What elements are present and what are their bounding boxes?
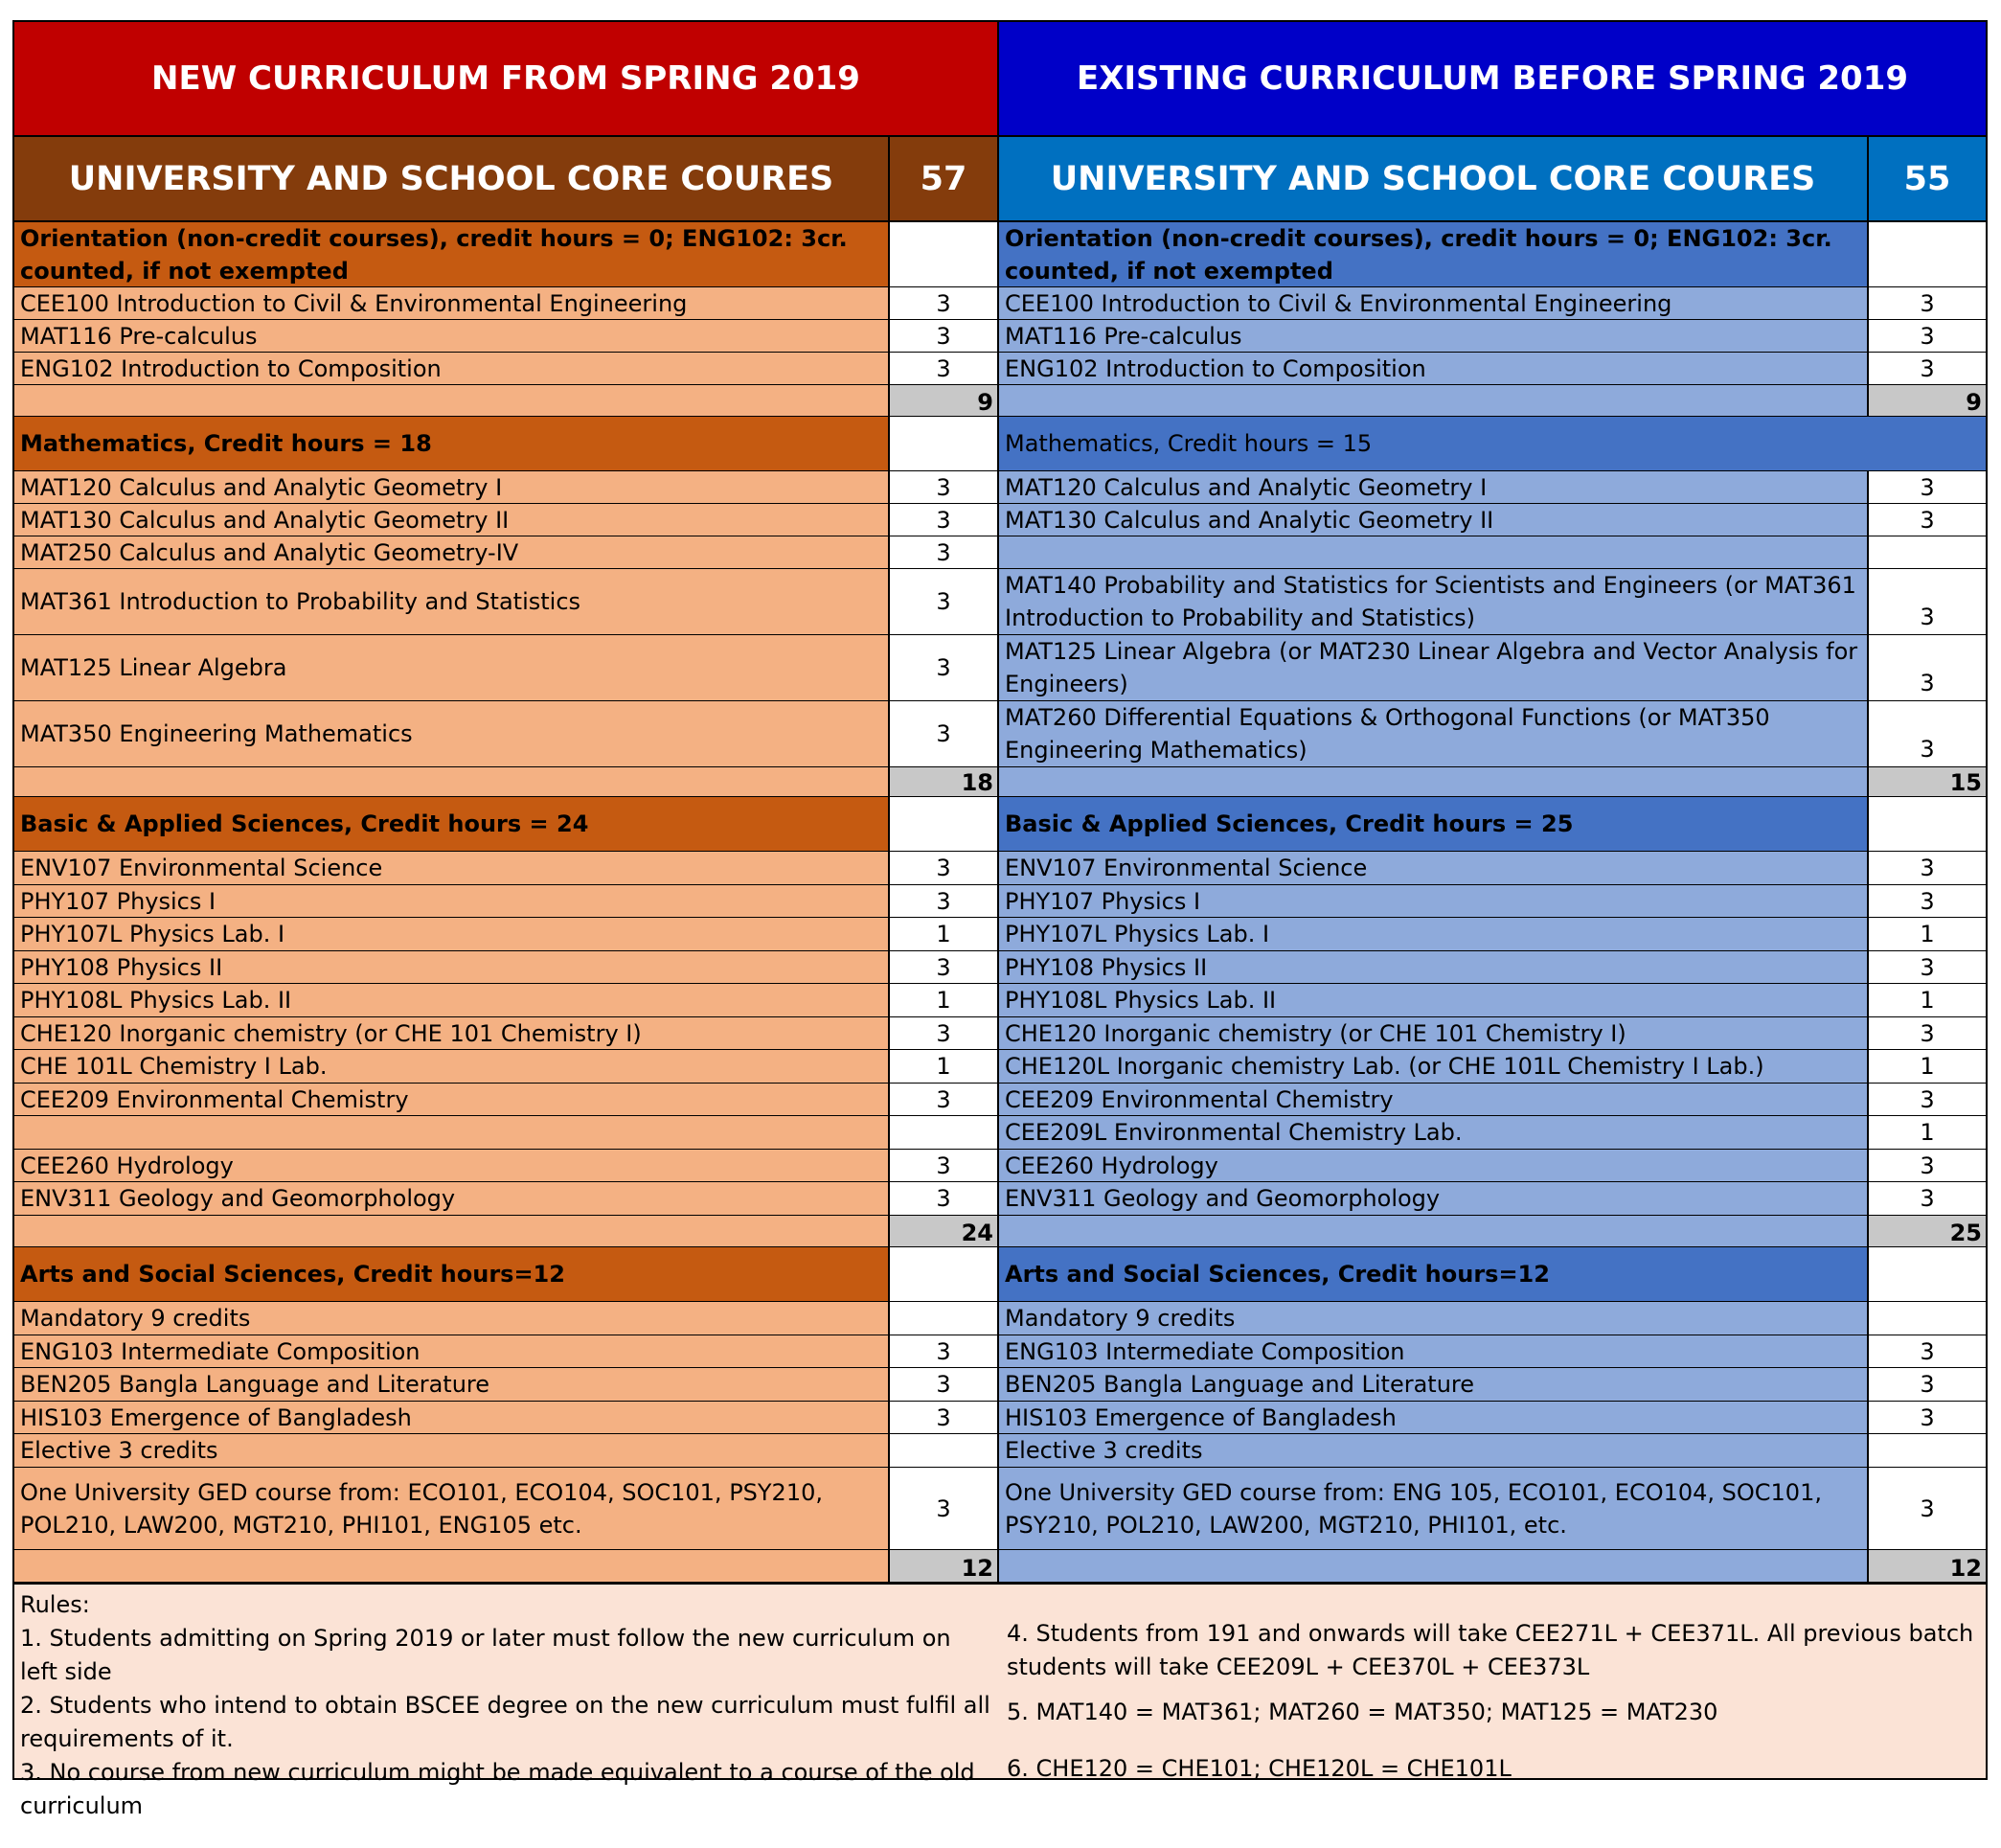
category-row (14, 797, 997, 852)
old-core-header (999, 137, 1986, 220)
credit-hours: 3 (1869, 1468, 1986, 1549)
course-label: MAT120 Calculus and Analytic Geometry I (999, 471, 1869, 503)
rule-4: 4. Students from 191 and onwards will take CEE271L + CEE371L. All previous batch students will take CEE209L + CEE370L + CEE373L (1007, 1620, 1974, 1680)
credit-hours (890, 1434, 997, 1467)
credit-hours: 3 (890, 536, 997, 568)
credit-hours: 1 (890, 984, 997, 1016)
course-label: MAT120 Calculus and Analytic Geometry I (14, 471, 890, 503)
credit-hours: 3 (1869, 1084, 1986, 1115)
credit-hours (1869, 1247, 1986, 1301)
course-label: MAT125 Linear Algebra (14, 635, 890, 700)
old-core-total: 55 (1869, 137, 1986, 220)
course-label: Elective 3 credits (999, 1434, 1869, 1467)
course-row (14, 504, 997, 536)
course-row (14, 1302, 997, 1335)
course-label: CHE 101L Chemistry I Lab. (14, 1050, 890, 1083)
rules-section (14, 1583, 1986, 1819)
course-label: PHY108 Physics II (999, 951, 1869, 983)
course-row (999, 984, 1986, 1017)
course-row (999, 852, 1986, 885)
course-row (14, 471, 997, 504)
course-row (999, 701, 1986, 767)
credit-hours (1869, 1302, 1986, 1335)
course-label: MAT116 Pre-calculus (14, 320, 890, 352)
course-row (14, 1182, 997, 1216)
credit-hours: 3 (1869, 1017, 1986, 1049)
course-label: CEE100 Introduction to Civil & Environmental Engineering (14, 287, 890, 319)
category-label: Mathematics, Credit hours = 18 (14, 417, 890, 470)
credit-hours: 3 (890, 287, 997, 319)
category-label: Arts and Social Sciences, Credit hours=12 (999, 1247, 1869, 1301)
course-label: CHE120 Inorganic chemistry (or CHE 101 Chemistry I) (999, 1017, 1869, 1049)
old-core-title: UNIVERSITY AND SCHOOL CORE COURES (999, 137, 1869, 220)
course-label: MAT116 Pre-calculus (999, 320, 1869, 352)
category-label: Arts and Social Sciences, Credit hours=12 (14, 1247, 890, 1301)
course-label: CEE209L Environmental Chemistry Lab. (999, 1116, 1869, 1149)
credit-hours: 1 (1869, 918, 1986, 950)
credit-hours: 3 (1869, 1182, 1986, 1215)
total-row (999, 1550, 1986, 1583)
total-row (999, 385, 1986, 417)
course-row (14, 1150, 997, 1182)
credit-hours: 3 (890, 1335, 997, 1367)
course-label: PHY107 Physics I (14, 885, 890, 917)
credit-hours: 1 (1869, 1116, 1986, 1149)
course-label: ENG102 Introduction to Composition (14, 353, 890, 384)
new-curriculum-column (14, 222, 999, 1583)
course-label (999, 1550, 1869, 1582)
rule-3: 3. No course from new curriculum might be made equivalent to a course of the old curriculum (20, 1759, 975, 1819)
course-label: HIS103 Emergence of Bangladesh (999, 1402, 1869, 1433)
course-label: CEE260 Hydrology (999, 1150, 1869, 1181)
credit-hours: 3 (890, 471, 997, 503)
course-label: Mandatory 9 credits (14, 1302, 890, 1335)
course-row (999, 471, 1986, 504)
core-courses-header (14, 135, 1986, 220)
category-label: Orientation (non-credit courses), credit hours = 0; ENG102: 3cr. counted, if not exempted (14, 222, 890, 286)
new-core-header (14, 137, 999, 220)
course-row (999, 635, 1986, 701)
course-label: MAT250 Calculus and Analytic Geometry-IV (14, 536, 890, 568)
course-label: MAT130 Calculus and Analytic Geometry II (14, 504, 890, 536)
category-label: Basic & Applied Sciences, Credit hours = 25 (999, 797, 1869, 851)
course-label (999, 1216, 1869, 1246)
credit-hours: 3 (1869, 287, 1986, 319)
category-label: Orientation (non-credit courses), credit hours = 0; ENG102: 3cr. counted, if not exempted (999, 222, 1869, 286)
course-label: BEN205 Bangla Language and Literature (999, 1368, 1869, 1401)
course-label: HIS103 Emergence of Bangladesh (14, 1402, 890, 1433)
course-row (14, 1335, 997, 1368)
course-label: MAT140 Probability and Statistics for Scientists and Engineers (or MAT361 Introduction to Probability and Statistics) (999, 569, 1869, 634)
course-row (999, 353, 1986, 385)
course-row (999, 287, 1986, 320)
rule-1: 1. Students admitting on Spring 2019 or later must follow the new curriculum on left side (20, 1625, 951, 1685)
course-label: ENV311 Geology and Geomorphology (999, 1182, 1869, 1215)
credit-hours (890, 1302, 997, 1335)
credit-hours: 3 (1869, 320, 1986, 352)
credit-hours (890, 797, 997, 851)
course-row (999, 536, 1986, 569)
credit-hours: 3 (890, 504, 997, 536)
new-curriculum-title: NEW CURRICULUM FROM SPRING 2019 (14, 22, 999, 135)
credit-hours: 3 (890, 1368, 997, 1401)
credit-hours: 3 (890, 951, 997, 983)
course-row (999, 1402, 1986, 1434)
course-row (14, 1468, 997, 1550)
course-label: PHY107L Physics Lab. I (14, 918, 890, 950)
credit-total: 15 (1869, 767, 1986, 796)
course-label: ENV107 Environmental Science (14, 852, 890, 884)
credit-hours: 3 (890, 1182, 997, 1215)
course-row (999, 1116, 1986, 1150)
course-row (14, 320, 997, 353)
credit-hours: 3 (890, 1402, 997, 1433)
course-label: Elective 3 credits (14, 1434, 890, 1467)
category-row (999, 797, 1986, 852)
course-label: PHY108L Physics Lab. II (14, 984, 890, 1016)
credit-hours (1869, 1434, 1986, 1467)
total-row (14, 767, 997, 797)
credit-hours: 3 (890, 1017, 997, 1049)
course-row (999, 1017, 1986, 1050)
course-row (14, 1368, 997, 1402)
credit-hours: 1 (1869, 984, 1986, 1016)
course-label: ENG103 Intermediate Composition (14, 1335, 890, 1367)
course-label: ENV311 Geology and Geomorphology (14, 1182, 890, 1215)
course-row (999, 1182, 1986, 1216)
course-label: ENG103 Intermediate Composition (999, 1335, 1869, 1367)
course-table-body (14, 220, 1986, 1583)
category-row (999, 222, 1986, 287)
course-row (14, 885, 997, 918)
total-row (14, 385, 997, 417)
curriculum-sheet (12, 20, 1988, 1819)
course-row (14, 951, 997, 984)
category-label: Basic & Applied Sciences, Credit hours = 24 (14, 797, 890, 851)
course-label (999, 767, 1869, 796)
curriculum-header (14, 22, 1986, 135)
credit-hours: 3 (1869, 701, 1986, 766)
course-label (14, 767, 890, 796)
credit-hours (1869, 222, 1986, 286)
course-label: CEE100 Introduction to Civil & Environmental Engineering (999, 287, 1869, 319)
course-label (999, 385, 1869, 416)
credit-hours: 1 (1869, 1050, 1986, 1083)
course-row (999, 1050, 1986, 1084)
credit-hours: 1 (890, 918, 997, 950)
total-row (999, 1216, 1986, 1247)
credit-total: 25 (1869, 1216, 1986, 1246)
course-label: ENV107 Environmental Science (999, 852, 1869, 884)
course-row (999, 1302, 1986, 1335)
course-label: CHE120L Inorganic chemistry Lab. (or CHE 101L Chemistry I Lab.) (999, 1050, 1869, 1083)
course-row (14, 1434, 997, 1468)
course-row (999, 1468, 1986, 1550)
credit-hours: 3 (1869, 471, 1986, 503)
course-label: MAT130 Calculus and Analytic Geometry II (999, 504, 1869, 536)
course-label: ENG102 Introduction to Composition (999, 353, 1869, 384)
course-label (14, 1116, 890, 1149)
course-row (999, 569, 1986, 635)
course-row (14, 287, 997, 320)
new-core-title: UNIVERSITY AND SCHOOL CORE COURES (14, 137, 890, 220)
course-label: PHY107 Physics I (999, 885, 1869, 917)
course-row (14, 1017, 997, 1050)
rules-heading: Rules: (20, 1591, 90, 1618)
credit-hours: 3 (1869, 569, 1986, 634)
course-row (999, 885, 1986, 918)
credit-hours: 3 (1869, 951, 1986, 983)
total-row (999, 767, 1986, 797)
course-row (999, 918, 1986, 951)
course-label: MAT125 Linear Algebra (or MAT230 Linear Algebra and Vector Analysis for Engineers) (999, 635, 1869, 700)
rules-left (14, 1585, 999, 1819)
course-label (14, 385, 890, 416)
credit-hours: 3 (1869, 1402, 1986, 1433)
credit-hours: 3 (1869, 885, 1986, 917)
existing-curriculum-title: EXISTING CURRICULUM BEFORE SPRING 2019 (999, 22, 1986, 135)
course-label: CEE209 Environmental Chemistry (14, 1084, 890, 1115)
credit-hours: 3 (1869, 635, 1986, 700)
credit-hours: 3 (890, 885, 997, 917)
credit-hours: 3 (890, 701, 997, 766)
credit-total: 24 (890, 1216, 997, 1246)
total-row (14, 1550, 997, 1583)
total-row (14, 1216, 997, 1247)
course-label: CHE120 Inorganic chemistry (or CHE 101 Chemistry I) (14, 1017, 890, 1049)
credit-hours: 3 (890, 852, 997, 884)
course-row (999, 1335, 1986, 1368)
course-label: CEE260 Hydrology (14, 1150, 890, 1181)
course-row (999, 1368, 1986, 1402)
credit-hours: 3 (1869, 1368, 1986, 1401)
category-label: Mathematics, Credit hours = 15 (999, 417, 1986, 470)
credit-total: 9 (890, 385, 997, 416)
course-label: One University GED course from: ECO101, ECO104, SOC101, PSY210, POL210, LAW200, MGT210, PHI101, ENG105 etc. (14, 1468, 890, 1549)
credit-hours (1869, 797, 1986, 851)
category-row (999, 417, 1986, 471)
course-row (14, 918, 997, 951)
credit-hours: 3 (890, 1468, 997, 1549)
course-row (14, 1116, 997, 1150)
category-row (999, 1247, 1986, 1302)
course-row (14, 569, 997, 635)
credit-hours: 3 (890, 1150, 997, 1181)
course-label: PHY108L Physics Lab. II (999, 984, 1869, 1016)
credit-hours: 3 (890, 569, 997, 634)
course-row (999, 1150, 1986, 1182)
course-row (14, 635, 997, 701)
credit-hours (890, 1247, 997, 1301)
credit-hours (890, 417, 997, 470)
credit-total: 12 (1869, 1550, 1986, 1582)
course-label (14, 1216, 890, 1246)
credit-hours: 3 (1869, 353, 1986, 384)
course-label: MAT260 Differential Equations & Orthogonal Functions (or MAT350 Engineering Mathematics) (999, 701, 1869, 766)
course-label (999, 536, 1869, 568)
course-label: MAT350 Engineering Mathematics (14, 701, 890, 766)
credit-hours: 3 (890, 353, 997, 384)
rule-2: 2. Students who intend to obtain BSCEE degree on the new curriculum must fulfil all requirements of it. (20, 1692, 990, 1752)
credit-hours: 3 (890, 320, 997, 352)
course-label: PHY108 Physics II (14, 951, 890, 983)
course-row (14, 1050, 997, 1084)
credit-hours: 1 (890, 1050, 997, 1083)
course-row (999, 504, 1986, 536)
course-label: BEN205 Bangla Language and Literature (14, 1368, 890, 1401)
credit-hours: 3 (890, 1084, 997, 1115)
credit-hours (1869, 536, 1986, 568)
credit-total: 18 (890, 767, 997, 796)
rules-right (999, 1585, 1986, 1782)
credit-hours: 3 (1869, 1150, 1986, 1181)
course-label (14, 1550, 890, 1582)
course-row (14, 536, 997, 569)
course-row (14, 1402, 997, 1434)
existing-curriculum-column (999, 222, 1986, 1583)
course-label: One University GED course from: ENG 105, ECO101, ECO104, SOC101, PSY210, POL210, LAW200, MGT210, PHI101, etc. (999, 1468, 1869, 1549)
course-row (14, 984, 997, 1017)
credit-total: 12 (890, 1550, 997, 1582)
new-core-total: 57 (890, 137, 997, 220)
course-row (999, 1084, 1986, 1116)
course-label: PHY107L Physics Lab. I (999, 918, 1869, 950)
course-label: MAT361 Introduction to Probability and Statistics (14, 569, 890, 634)
credit-hours (890, 222, 997, 286)
course-row (999, 320, 1986, 353)
course-label: Mandatory 9 credits (999, 1302, 1869, 1335)
category-row (14, 1247, 997, 1302)
course-row (999, 1434, 1986, 1468)
credit-hours: 3 (1869, 504, 1986, 536)
rule-5: 5. MAT140 = MAT361; MAT260 = MAT350; MAT125 = MAT230 (1007, 1699, 1718, 1725)
course-row (999, 951, 1986, 984)
category-row (14, 417, 997, 471)
rule-6: 6. CHE120 = CHE101; CHE120L = CHE101L (1007, 1755, 1512, 1782)
course-row (14, 701, 997, 767)
course-label: CEE209 Environmental Chemistry (999, 1084, 1869, 1115)
course-row (14, 353, 997, 385)
credit-hours: 3 (890, 635, 997, 700)
course-row (14, 1084, 997, 1116)
category-row (14, 222, 997, 287)
credit-hours: 3 (1869, 1335, 1986, 1367)
course-row (14, 852, 997, 885)
credit-hours: 3 (1869, 852, 1986, 884)
credit-hours (890, 1116, 997, 1149)
credit-total: 9 (1869, 385, 1986, 416)
